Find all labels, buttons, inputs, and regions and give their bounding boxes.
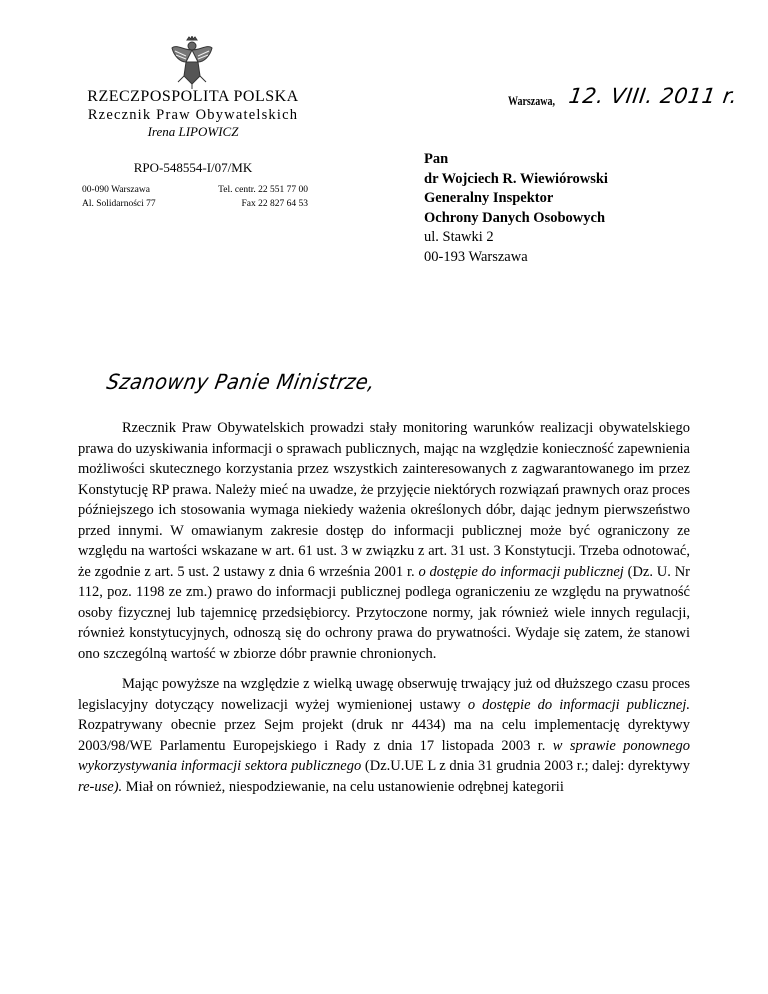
phone-line: Tel. centr. 22 551 77 00 bbox=[218, 185, 308, 195]
address-line: 00-090 Warszawa bbox=[82, 185, 150, 195]
recipient-line: ul. Stawki 2 bbox=[424, 229, 494, 245]
recipient-line: 00-193 Warszawa bbox=[424, 248, 528, 265]
recipient-block bbox=[424, 150, 608, 267]
recipient-line: Ochrony Danych Osobowych bbox=[424, 209, 606, 226]
institution-subtitle: Rzecznik Praw Obywatelskich bbox=[87, 107, 299, 123]
dateline-place: Warszawa, bbox=[508, 94, 555, 108]
fax-line: Fax 22 827 64 53 bbox=[241, 199, 308, 209]
handwritten-salutation: Szanowny Panie Ministrze, bbox=[104, 370, 378, 394]
address-line: Al. Solidarności 77 bbox=[82, 199, 156, 209]
institution-address bbox=[82, 183, 156, 211]
body-paragraph: Mając powyższe na względzie z wielką uwagę obserwuję trwający już od dłuższego czasu proces legislacyjny dotyczący nowelizacji wyżej wymienionej ustawy o dostępie do informacji publicznej. Rozpatrywany obecnie przez Sejm projekt (druk nr 4434) ma na celu implementację dyrektywy 2003/98/WE Parlamentu Europejskiego i Rady z dnia 17 listopada 2003 r. w sprawie ponownego wykorzystywania informacji sektora publicznego (Dz.U.UE L z dnia 31 grudnia 2003 r.; dalej: dyrektywy re-use). Miał on również, niespodziewanie, na celu ustanowienie odrębnej kategorii bbox=[78, 676, 691, 795]
body-paragraph: Rzecznik Praw Obywatelskich prowadzi stały monitoring warunków realizacji obywatelskiego prawa do uzyskiwania informacji o sprawach publicznych, mając na względzie konieczność zapewnienia możliwości skutecznego korzystania przez wszystkich zainteresowanych z zagwarantowanego im przez Konstytucję RP prawa. Należy mieć na uwadze, że przyjęcie niektórych rozwiązań prawnych oraz proces późniejszego ich stosowania wymaga niekiedy ważenia określonych dóbr, dając jednym pierwszeństwo przed innymi. W omawianym zakresie dostęp do informacji publicznej może być ograniczony ze względu na wartości wskazane w art. 61 ust. 3 w związku z art. 31 ust. 3 Konstytucji. Trzeba odnotować, że zgodnie z art. 5 ust. 2 ustawy z dnia 6 września 2001 r. o dostępie do informacji publicznej (Dz. U. Nr 112, poz. 1198 ze zm.) prawo do informacji publicznej podlega ograniczeniu ze względu na prywatność osoby fizycznej lub tajemnicę przedsiębiorcy. Przytoczone normy, jak również wiele innych regulacji, również konstytucyjnych, odnoszą się do ochrony prawa do prywatności. Wydaje się zatem, że stanowi ono szczególną wartość w zbiorze dóbr prawnie chronionych. bbox=[78, 420, 690, 662]
head-name: Irena LIPOWICZ bbox=[147, 124, 239, 139]
letter-body bbox=[78, 418, 690, 797]
recipient-line: dr Wojciech R. Wiewiórowski bbox=[424, 170, 608, 187]
recipient-line: Pan bbox=[424, 151, 449, 167]
reference-number: RPO-548554-I/07/MK bbox=[133, 160, 253, 175]
institution-contact bbox=[180, 183, 308, 211]
handwritten-date: 12. VIII. 2011 r. bbox=[567, 84, 740, 108]
eagle-emblem-icon bbox=[170, 36, 214, 90]
recipient-line: Generalny Inspektor bbox=[424, 190, 554, 206]
institution-title: RZECZPOSPOLITA POLSKA bbox=[87, 88, 299, 105]
